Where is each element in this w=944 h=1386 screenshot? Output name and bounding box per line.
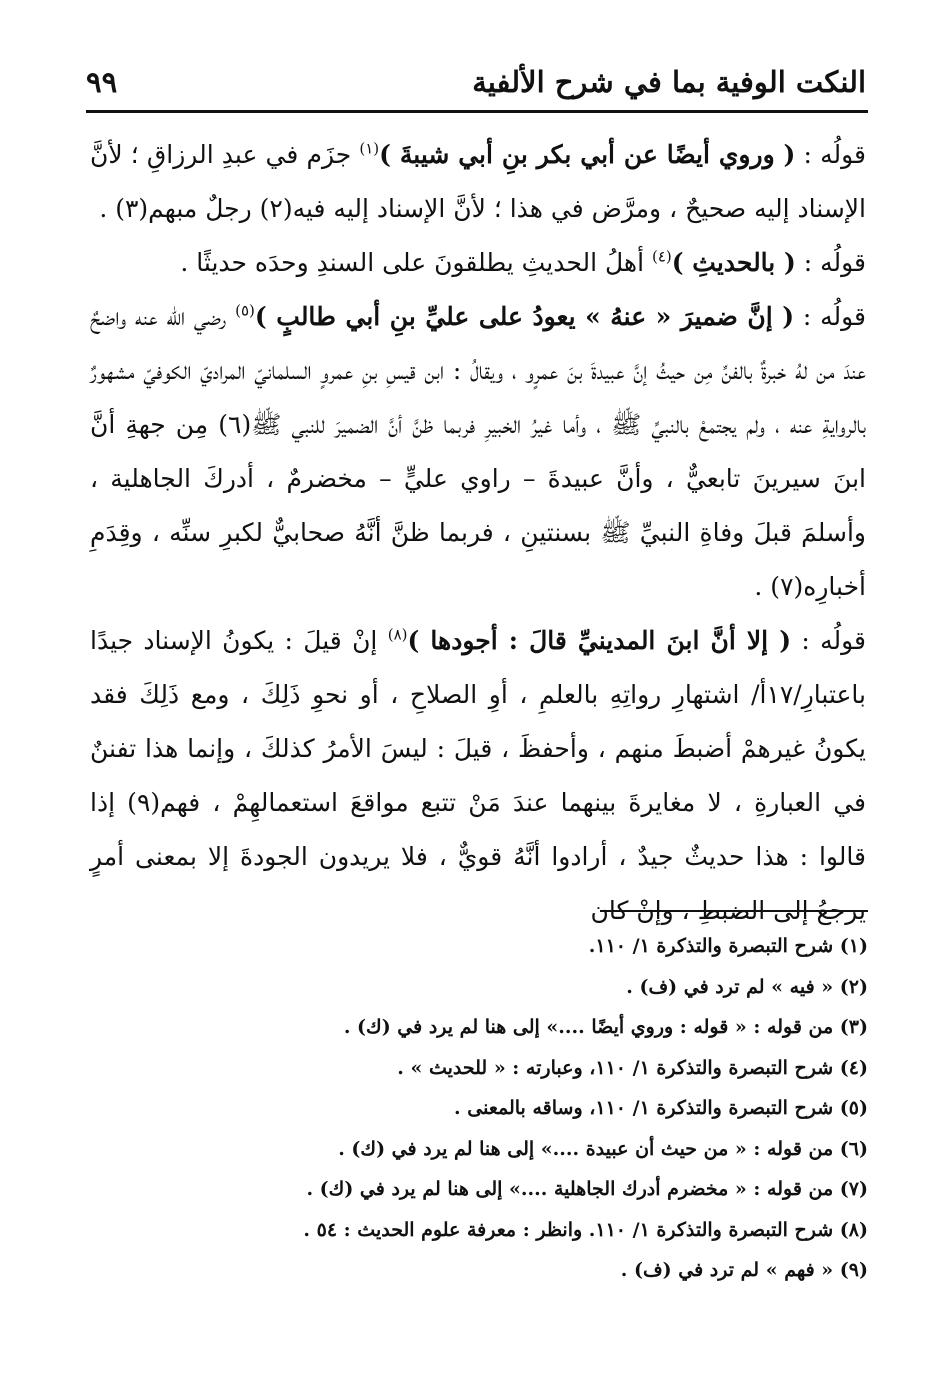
quoted-matn: ( إنَّ ضميرَ « عنهُ » يعودُ على عليِّ بنِ أبي طالبٍ ) [254,302,795,331]
qawl-label: قولُه : [795,248,866,277]
footnote: (٦) من قوله : « من حيث أن عبيدة ....» إلى هنا لم يرد في (ك) . [338,1137,868,1160]
footnote-ref: (٤) [651,247,672,266]
footnote-ref: (٨) [387,625,408,644]
quoted-matn: ( إلا أنَّ ابنَ المدينيِّ قالَ : أجودها ) [407,626,792,655]
footnote-ref: (١) [359,139,380,158]
footnotes [120,926,868,1291]
qawl-label: قولُه : [794,302,867,331]
footnote: (٩) « فهم » لم ترد في (ف) . [620,1259,868,1281]
footnote: (٨) شرح التبصرة والتذكرة ١/ ١١٠. وانظر : معرفة علوم الحديث : ٥٤ . [303,1218,868,1241]
footnote: (٧) من قوله : « مخضرم أدرك الجاهلية ....» إلى هنا لم يرد في (ك) . [306,1178,868,1200]
main-text [90,128,866,938]
footnote-ref: (٥) [235,301,255,320]
page-number: ٩٩ [86,65,118,99]
footnote-rule [600,910,868,912]
paragraph [90,614,866,938]
commentary-text: إنْ قيلَ : يكونُ الإسناد جيدًا باعتبارِ/١٧أ/ اشتهارِ رواتِهِ بالعلمِ ، أوِ الصلاحِ ، أو نحوِ ذَلِكَ ، ومع ذَلِكَ فقد يكونُ غيرهمْ أضبطَ منهم ، وأحفظَ ، قيلَ : ليسَ الأمرُ كذلكَ ، وإنما هذا تفننٌ في العبارةِ ، لا مغايرةَ بينهما عندَ مَنْ تتبع مواقعَ استعمالهِمْ ، فهم(٩) إذا قالوا : هذا حديثٌ جيدٌ ، أرادوا أنَّهُ قويٌّ ، فلا يريدون الجودةَ إلا بمعنى أمرٍ يرجعُ إلى الضبطِ ، وإنْ كان [90,626,866,925]
qawl-label: قولُه : [791,626,867,655]
footnote: (٤) شرح التبصرة والتذكرة ١/ ١١٠، وعبارته : « للحديث » . [397,1056,868,1079]
commentary-text: رضي اللّٰه عنه واضحٌ عندَ من لهُ خبرةٌ بالفنِّ مِن حيثُ إنَّ عبيدةَ بنَ عمرٍو ، ويقالُ : ابن قيسِ بنِ عمروٍ السلمانيّ المراديّ الكوفيّ مشهورٌ بالروايةِ عنه ، ولم يجتمعْ بالنبيِّ ﷺ ، وأما غيرُ الخبيرِ فربما ظنَّ أنَّ الضميرَ للنبي ﷺ(٦) مِن جهةِ أنَّ ابنَ سيرينَ تابعيٌّ ، وأنَّ عبيدةَ – راوي عليٍّ – مخضرمٌ ، أدركَ الجاهلية ، وأسلمَ قبلَ وفاةِ النبيِّ ﷺ بسنتينِ ، فربما ظنَّ أنَّهُ صحابيٌّ لكبرِ سنِّه ، وقِدَمِ أخبارِه(٧) . [90,302,867,601]
running-title: النكت الوفية بما في شرح الألفية [472,65,866,99]
paragraph [90,128,866,236]
paragraph [90,236,866,290]
running-header [86,62,866,102]
header-rule [86,110,868,113]
commentary-text: جزَم في عبدِ الرزاقِ ؛ لأنَّ الإسناد إليه صحيحٌ ، ومرَّض في هذا ؛ لأنَّ الإسناد إليه فيه(٢) رجلٌ مبهم(٣) . [90,140,866,223]
quoted-matn: ( بالحديثِ ) [671,248,796,277]
qawl-label: قولُه : [795,140,867,169]
footnote: (٣) من قوله : « قوله : وروي أيضًا ....» إلى هنا لم يرد في (ك) . [343,1016,868,1038]
footnote: (٥) شرح التبصرة والتذكرة ١/ ١١٠، وساقه بالمعنى . [454,1097,868,1119]
paragraph [90,290,866,614]
commentary-text: أهلُ الحديثِ يطلقونَ على السندِ وحدَه حديثًا . [180,248,652,277]
footnote: (٢) « فيه » لم ترد في (ف) . [626,975,868,998]
quoted-matn: ( وروي أيضًا عن أبي بكر بنِ أبي شيبةَ ) [379,140,796,169]
footnote: (١) شرح التبصرة والتذكرة ١/ ١١٠. [588,935,868,957]
